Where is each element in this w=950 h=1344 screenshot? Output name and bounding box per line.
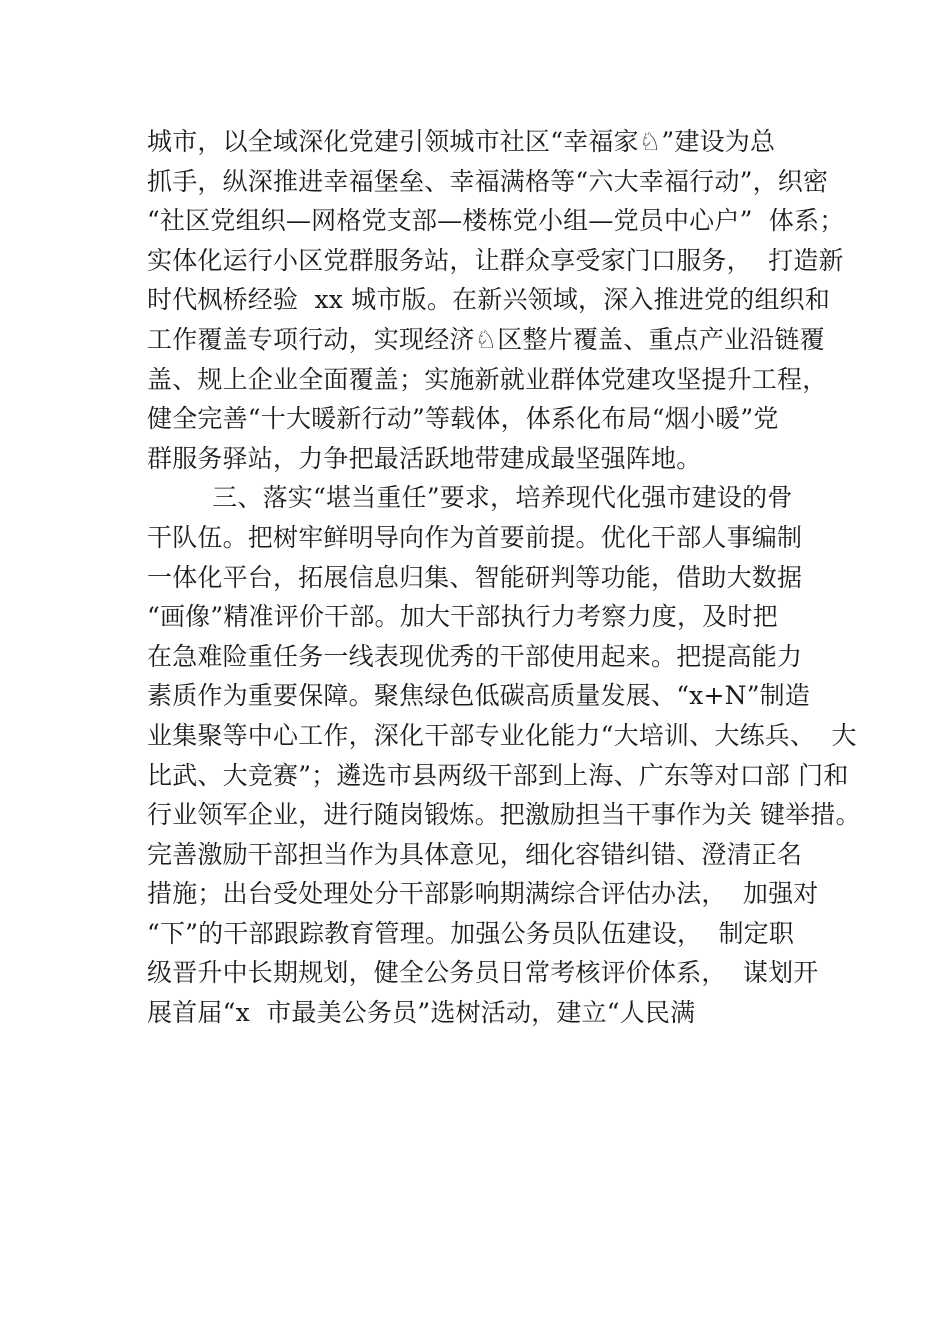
text-line: “画像”精准评价干部。加大干部执行力考察力度，及时把 xyxy=(147,602,778,632)
text-line: 抓手，纵深推进幸福堡垒、幸福满格等“六大幸福行动”，织密 xyxy=(147,166,829,196)
body-text xyxy=(147,122,861,1033)
text-line: 展首届“x 市最美公务员”选树活动，建立“人民满 xyxy=(147,998,696,1028)
text-line: 完善激励干部担当作为具体意见，细化容错纠错、澄清正名 xyxy=(147,839,803,869)
text-line: 盖、规上企业全面覆盖；实施新就业群体党建攻坚提升工程， xyxy=(147,364,828,394)
text-line: 比武、大竞赛”；遴选市县两级干部到上海、广东等对口部 门和 xyxy=(147,760,849,790)
text-line: “社区党组织—网格党支部—楼栋党小组—党员中心户” 体系； xyxy=(147,206,845,236)
text-line: 素质作为重要保障。聚焦绿色低碳高质量发展、“x+N”制造 xyxy=(147,681,811,711)
text-line: 措施；出台受处理处分干部影响期满综合评估办法， 加强对 xyxy=(147,879,819,909)
section-heading-line: 三、落实“堪当重任”要求，培养现代化强市建设的骨 xyxy=(147,483,793,513)
text-line: 实体化运行小区党群服务站，让群众享受家门口服务， 打造新 xyxy=(147,245,844,275)
text-line: 时代枫桥经验 xx 城市版。在新兴领域，深入推进党的组织和 xyxy=(147,285,831,315)
text-line: 群服务驿站，力争把最活跃地带建成最坚强阵地。 xyxy=(147,443,702,473)
text-line: 城市，以全域深化党建引领城市社区“幸福家♘”建设为总 xyxy=(147,127,776,156)
text-line: 干队伍。把树牢鲜明导向作为首要前提。优化干部人事编制 xyxy=(147,522,803,552)
text-line: 工作覆盖专项行动，实现经济♘区整片覆盖、重点产业沿链覆 xyxy=(147,324,825,354)
text-line: 健全完善“十大暖新行动”等载体，体系化布局“烟小暖”党 xyxy=(147,404,779,434)
text-line: 业集聚等中心工作，深化干部专业化能力“大培训、大练兵、 大 xyxy=(147,720,857,750)
text-line: 级晋升中长期规划，健全公务员日常考核评价体系， 谋划开 xyxy=(147,958,819,988)
text-line: 在急难险重任务一线表现优秀的干部使用起来。把提高能力 xyxy=(147,641,803,671)
text-line: “下”的干部跟踪教育管理。加强公务员队伍建设， 制定职 xyxy=(147,918,795,948)
text-line: 行业领军企业，进行随岗锻炼。把激励担当干事作为关 键举措。 xyxy=(147,800,861,830)
text-line: 一体化平台，拓展信息归集、智能研判等功能，借助大数据 xyxy=(147,562,803,592)
